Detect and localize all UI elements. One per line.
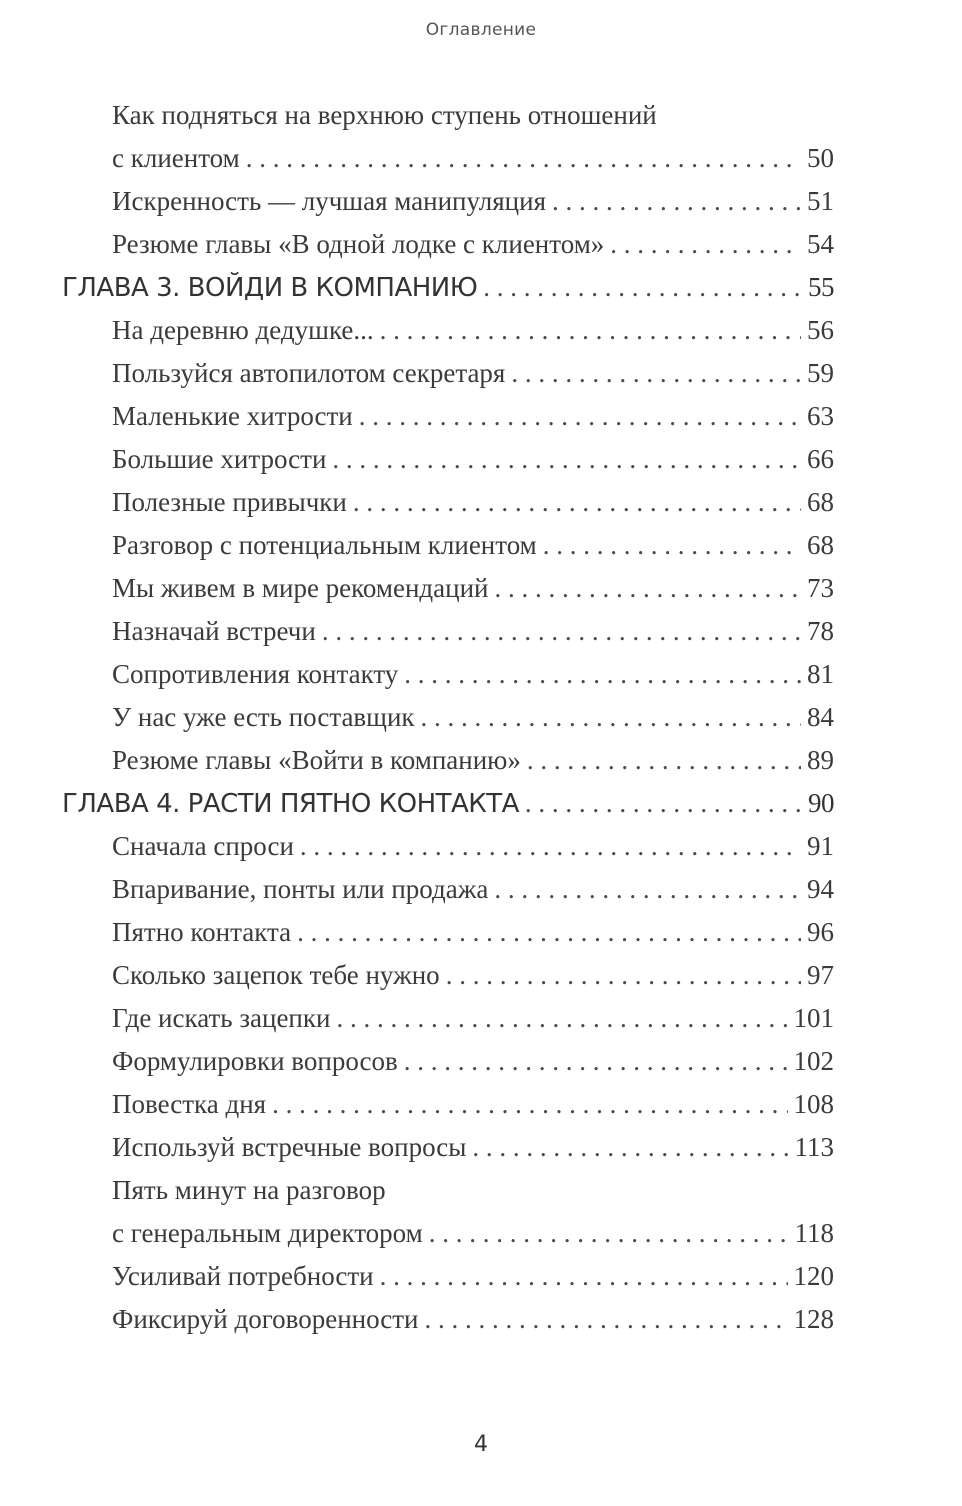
page-number: 4 — [474, 1432, 488, 1457]
dot-leader — [336, 1003, 787, 1034]
toc-chapter-page: 90 — [808, 788, 834, 818]
dot-leader — [543, 530, 801, 561]
dot-leader — [527, 745, 801, 776]
toc-entry[interactable] — [112, 831, 834, 874]
dot-leader — [404, 1046, 788, 1077]
toc-entry-title: с генеральным директором — [112, 1218, 423, 1248]
toc-entry-page: 97 — [807, 960, 834, 990]
toc-entry-page: 50 — [807, 143, 834, 173]
toc-entry-title: Пятно контакта — [112, 917, 292, 947]
toc-entry-page: 118 — [794, 1218, 834, 1248]
toc-entry-page: 84 — [807, 702, 834, 732]
toc-entry-title: Резюме главы «Войти в компанию» — [112, 745, 521, 775]
toc-entry-title: На деревню дедушке... — [112, 315, 374, 345]
toc-entry-page: 54 — [807, 229, 834, 259]
toc-entry-title: Сопротивления контакту — [112, 659, 399, 689]
dot-leader — [552, 186, 801, 217]
toc-entry-page: 68 — [807, 530, 834, 560]
toc-chapter-3[interactable] — [62, 272, 834, 315]
dot-leader — [472, 1132, 788, 1163]
dot-leader — [359, 401, 801, 432]
toc-entry[interactable] — [112, 186, 834, 229]
toc-entry-page: 73 — [807, 573, 834, 603]
toc-entry-title: Используй встречные вопросы — [112, 1132, 467, 1162]
toc-entry-title: У нас уже есть поставщик — [112, 702, 415, 732]
toc-entry-title: Где искать зацепки — [112, 1003, 331, 1033]
toc-entry[interactable] — [112, 143, 834, 186]
toc-entry-page: 113 — [794, 1132, 834, 1162]
toc-entry-page: 68 — [807, 487, 834, 517]
dot-leader — [404, 659, 801, 690]
toc-entry[interactable] — [112, 573, 834, 616]
dot-leader — [300, 831, 801, 862]
toc-entry[interactable] — [112, 1218, 834, 1261]
running-head: Оглавление — [425, 20, 537, 40]
dot-leader — [246, 143, 801, 174]
toc-entry-title: Повестка дня — [112, 1089, 267, 1119]
dot-leader — [429, 1218, 789, 1249]
toc-entry-title: Полезные привычки — [112, 487, 347, 517]
toc-entry-page: 120 — [793, 1261, 834, 1291]
toc-entry-page: 78 — [807, 616, 834, 646]
toc-entry[interactable] — [112, 1046, 834, 1089]
toc-entry-page: 56 — [807, 315, 834, 345]
toc-chapter-title: ГЛАВА 3. ВОЙДИ В КОМПАНИЮ — [62, 273, 478, 303]
toc-entry-page: 102 — [793, 1046, 834, 1076]
toc-entry[interactable] — [112, 1261, 834, 1304]
toc-entry-title: Пользуйся автопилотом секретаря — [112, 358, 506, 388]
dot-leader — [353, 487, 801, 518]
toc-entry-page: 89 — [807, 745, 834, 775]
toc-entry-title: Резюме главы «В одной лодке с клиентом» — [112, 229, 605, 259]
toc-entry[interactable] — [112, 1132, 834, 1175]
dot-leader — [446, 960, 801, 991]
toc-entry[interactable] — [112, 444, 834, 487]
dot-leader — [297, 917, 801, 948]
dot-leader — [380, 315, 801, 346]
toc-entry-page: 94 — [807, 874, 834, 904]
toc-entry[interactable] — [112, 702, 834, 745]
dot-leader — [272, 1089, 787, 1120]
toc-entry[interactable] — [112, 745, 834, 788]
toc-entry[interactable] — [112, 616, 834, 659]
toc-entry-title: Разговор с потенциальным клиентом — [112, 530, 537, 560]
toc-entry-title: Искренность — лучшая манипуляция — [112, 186, 547, 216]
dot-leader — [322, 616, 801, 647]
toc-entry[interactable] — [112, 659, 834, 702]
toc-entry[interactable] — [112, 487, 834, 530]
dot-leader — [494, 573, 801, 604]
toc-entry-page: 108 — [793, 1089, 834, 1119]
toc-chapter-title: ГЛАВА 4. РАСТИ ПЯТНО КОНТАКТА — [62, 789, 519, 819]
dot-leader — [483, 272, 802, 303]
dot-leader — [421, 702, 801, 733]
dot-leader — [511, 358, 801, 389]
toc-entry-title: с клиентом — [112, 143, 240, 173]
toc-entry-title: Большие хитрости — [112, 444, 327, 474]
dot-leader — [425, 1304, 788, 1335]
dot-leader — [525, 788, 802, 819]
toc-entry-line: Пять минут на разговор — [112, 1175, 386, 1205]
table-of-contents — [0, 100, 962, 1347]
toc-entry-title: Назначай встречи — [112, 616, 316, 646]
toc-entry-title: Впаривание, понты или продажа — [112, 874, 489, 904]
toc-entry-page: 59 — [807, 358, 834, 388]
toc-entry[interactable] — [112, 874, 834, 917]
toc-entry-page: 128 — [793, 1304, 834, 1334]
toc-entry[interactable] — [112, 401, 834, 444]
toc-entry-title: Мы живем в мире рекомендаций — [112, 573, 489, 603]
toc-entry-page: 63 — [807, 401, 834, 431]
toc-entry[interactable] — [112, 1304, 834, 1347]
toc-entry-page: 91 — [807, 831, 834, 861]
toc-entry-page: 51 — [807, 186, 834, 216]
dot-leader — [332, 444, 801, 475]
toc-entry[interactable] — [112, 1003, 834, 1046]
toc-entry-title: Маленькие хитрости — [112, 401, 353, 431]
toc-entry[interactable] — [112, 315, 834, 358]
dot-leader — [610, 229, 801, 260]
toc-entry-title: Сначала спроси — [112, 831, 294, 861]
dot-leader — [380, 1261, 788, 1292]
toc-entry-line: Как подняться на верхнюю ступень отношений — [112, 100, 657, 130]
toc-entry-title: Фиксируй договоренности — [112, 1304, 419, 1334]
toc-entry[interactable] — [112, 1089, 834, 1132]
toc-chapter-4[interactable] — [62, 788, 834, 831]
toc-entry-title: Формулировки вопросов — [112, 1046, 398, 1076]
toc-entry-title: Сколько зацепок тебе нужно — [112, 960, 440, 990]
toc-entry[interactable] — [112, 229, 834, 272]
toc-entry-page: 81 — [807, 659, 834, 689]
toc-entry[interactable] — [112, 358, 834, 401]
toc-chapter-page: 55 — [808, 272, 834, 302]
toc-entry[interactable] — [112, 530, 834, 573]
toc-entry-page: 66 — [807, 444, 834, 474]
toc-entry-page: 96 — [807, 917, 834, 947]
toc-entry-page: 101 — [793, 1003, 834, 1033]
toc-entry[interactable] — [112, 917, 834, 960]
toc-entry[interactable] — [112, 960, 834, 1003]
dot-leader — [494, 874, 801, 905]
toc-entry-title: Усиливай потребности — [112, 1261, 374, 1291]
